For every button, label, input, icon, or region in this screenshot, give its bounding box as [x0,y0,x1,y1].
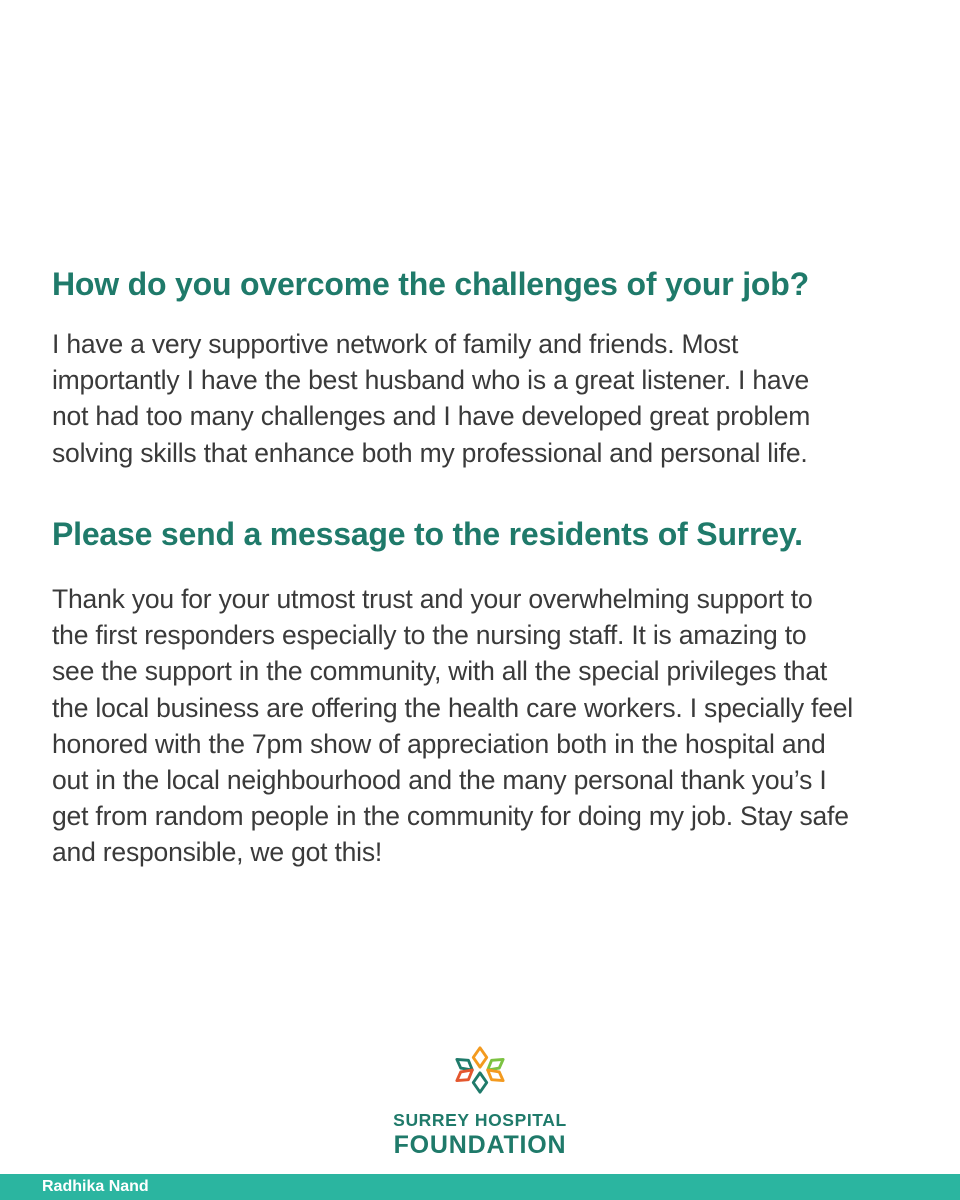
answer-line: the local business are offering the health care workers. I specially feel [52,692,853,723]
answer-line: I have a very supportive network of family and friends. Most [52,329,739,359]
answer-line: out in the local neighbourhood and the many personal thank you’s I [52,765,827,796]
question-heading-2: Please send a message to the residents of Surrey. [52,516,803,552]
answer-paragraph-1 [52,326,932,471]
footer-bar [0,1174,960,1200]
answer-line: not had too many challenges and I have developed great problem [52,401,811,432]
answer-line: and responsible, we got this! [52,837,383,868]
answer-line: the first responders especially to the nursing staff. It is amazing to [52,620,807,651]
answer-line: see the support in the community, with all the special privileges that [52,656,828,687]
answer-line: importantly I have the best husband who is a great listener. I have [52,365,810,396]
flower-logo-icon [451,1044,509,1096]
answer-line: get from random people in the community for doing my job. Stay safe [52,801,849,832]
answer-line: honored with the 7pm show of appreciation both in the hospital and [52,728,826,759]
foundation-logo [0,1044,960,1160]
logo-text-line1: SURREY HOSPITAL [393,1110,567,1130]
question-heading-1: How do you overcome the challenges of your job? [52,266,809,302]
answer-line: solving skills that enhance both my professional and personal life. [52,437,808,468]
logo-text-line2: FOUNDATION [393,1131,567,1159]
author-name: Radhika Nand [42,1178,149,1195]
answer-paragraph-2 [52,581,932,871]
answer-line: Thank you for your utmost trust and your overwhelming support to [52,584,813,614]
